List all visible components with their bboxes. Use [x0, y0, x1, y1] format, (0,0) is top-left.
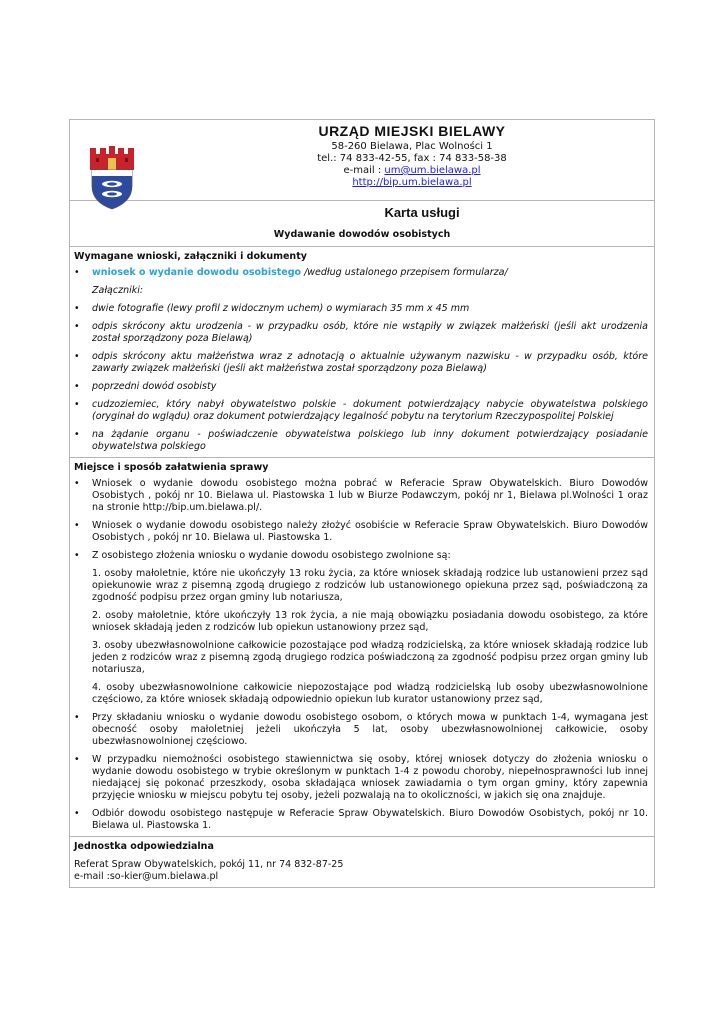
item-text: odpis skrócony aktu urodzenia - w przypadku osób, które nie wstąpiły w związek małżeński (jeśli akt urodzenia został sporządzony poza Bielawą)	[92, 321, 648, 344]
list-item	[74, 712, 648, 748]
section-title: Wymagane wnioski, załączniki i dokumenty	[74, 251, 307, 262]
item-text: na żądanie organu - poświadczenie obywatelstwa polskiego lub inny dokument potwierdzający posiadanie obywatelstwa polskiego	[92, 429, 648, 452]
email-label: e-mail :	[343, 165, 385, 176]
office-address: 58-260 Bielawa, Plac Wolności 1	[331, 141, 493, 152]
service-card-document	[69, 119, 655, 888]
list-item	[74, 381, 648, 393]
required-documents-section	[70, 247, 654, 458]
item-text: Z osobistego złożenia wniosku o wydanie dowodu osobistego zwolnione są:	[92, 550, 451, 561]
item-text: W przypadku niemożności osobistego stawiennictwa się osoby, której wniosek dotyczy do złożenia wniosku o wydanie dowodu osobistego w trybie określonym w punktach 1-4 z powodu choroby, niepełnosprawności lub innej niedającej się pokonać przeszkody, osoba składająca wniosek zawiadamia o tym organ gminy, który zapewnia przyjęcie wniosku w miejscu pobytu tej osoby, jeżeli pozwalają na to okoliczności, w jakich się ona znajduje.	[92, 754, 648, 801]
list-item	[74, 351, 648, 375]
card-title: Karta usługi	[384, 205, 460, 220]
list-item	[74, 321, 648, 345]
item-text: Wniosek o wydanie dowodu osobistego należy złożyć osobiście w Referacie Spraw Obywatelskich. Biuro Dowodów Osobistych , pokój nr 10. Bielawa ul. Piastowska 1.	[92, 520, 648, 543]
unit-email: e-mail :so-kier@um.bielawa.pl	[74, 871, 219, 882]
list-item	[74, 399, 648, 423]
list-item	[74, 267, 648, 279]
bullet: •	[74, 321, 80, 332]
office-email-line	[190, 165, 634, 177]
exempt-item-3: 3. osoby ubezwłasnowolnione całkowicie pozostające pod władzą rodzicielską, za które wniosek składają rodzice lub jeden z rodziców wraz z pisemną zgodą drugiego rodzica poświadczoną za zgodność podpisu przez organ gminy lub notariusza,	[92, 640, 648, 675]
card-subtitle: Wydawanie dowodów osobistych	[273, 229, 451, 240]
item-text: poprzedni dowód osobisty	[92, 381, 217, 392]
section-title: Jednostka odpowiedzialna	[74, 841, 214, 852]
exempt-item-4: 4. osoby ubezwłasnowolnione całkowicie niepozostające pod władzą rodzicielską lub osoby ubezwłasnowolnione częściowo, za które wniosek składają odpowiednio opiekun lub kurator ustanowiony przez sąd,	[92, 682, 648, 705]
list-item	[74, 754, 648, 802]
list-item	[74, 550, 648, 562]
list-item	[74, 808, 648, 832]
bullet: •	[74, 808, 80, 819]
item-text: Przy składaniu wniosku o wydanie dowodu osobistego osobom, o których mowa w punktach 1-4, wymagana jest obecność osoby małoletniej jeżeli ukończyła 5 lat, osoby ubezwłasnowolnionej całkowicie, osoby ubezwłasnowolnionej częściowo.	[92, 712, 648, 747]
section-title: Miejsce i sposób załatwienia sprawy	[74, 462, 269, 473]
list-item	[74, 478, 648, 514]
bullet: •	[74, 429, 80, 440]
bullet: •	[74, 267, 80, 278]
bullet: •	[74, 399, 80, 410]
office-website-line	[190, 177, 634, 189]
bullet: •	[74, 550, 80, 561]
bullet: •	[74, 303, 80, 314]
item-text: Wniosek o wydanie dowodu osobistego można pobrać w Referacie Spraw Obywatelskich. Biuro Dowodów Osobistych , pokój nr 10. Bielawa ul. Piastowska 1 lub w Biurze Podawczym, pokój nr 1, Bielawa pl.Wolności 1 oraz na stronie http://bip.um.bielawa.pl/.	[92, 478, 648, 513]
list-item	[74, 520, 648, 544]
office-name: URZĄD MIEJSKI BIELAWY	[318, 123, 506, 139]
website-link[interactable]: http://bip.um.bielawa.pl	[352, 177, 472, 188]
exempt-item-2: 2. osoby małoletnie, które ukończyły 13 rok życia, a nie mają obowiązku posiadania dowodu osobistego, za które wniosek składają jeden z rodziców lub opiekun ustanowiony przez sąd,	[92, 610, 648, 633]
bullet: •	[74, 351, 80, 362]
bullet: •	[74, 478, 80, 489]
card-heading	[70, 201, 654, 247]
bullet: •	[74, 754, 80, 765]
application-form-link[interactable]: wniosek o wydanie dowodu osobistego	[92, 267, 302, 278]
item-text: Odbiór dowodu osobistego następuje w Referacie Spraw Obywatelskich. Biuro Dowodów Osobistych, pokój nr 10. Bielawa ul. Piastowska 1.	[92, 808, 648, 831]
exempt-item-1: 1. osoby małoletnie, które nie ukończyły 13 roku życia, za które wniosek składają rodzice lub ustanowieni przez sąd opiekunowie wraz z pisemną zgodą drugiego z rodziców lub ustanowionego opiekuna przez sąd, poświadczoną za zgodność podpisu przez organ gminy lub notariusza,	[92, 568, 648, 603]
item-text: cudzoziemiec, który nabył obywatelstwo polskie - dokument potwierdzający nabycie obywatelstwa polskiego (oryginał do wglądu) oraz dokument potwierdzający legalność pobytu na terytorium Rzeczypospolitej Polskiej	[92, 399, 648, 422]
bullet: •	[74, 381, 80, 392]
unit-address: Referat Spraw Obywatelskich, pokój 11, nr 74 832-87-25	[74, 859, 344, 870]
bullet: •	[74, 520, 80, 531]
item-text: dwie fotografie (lewy profil z widocznym uchem) o wymiarach 35 mm x 45 mm	[92, 303, 470, 314]
list-item	[74, 429, 648, 453]
item-text: odpis skrócony aktu małżeństwa wraz z adnotacją o aktualnie używanym nazwisku - w przypadku osób, które zawarły związek małżeński (jeśli akt małżeństwa został sporządzony poza Bielawą)	[92, 351, 648, 374]
document-header	[70, 120, 654, 201]
office-phone: tel.: 74 833-42-55, fax : 74 833-58-38	[317, 153, 507, 164]
email-link[interactable]: um@um.bielawa.pl	[384, 165, 481, 176]
attachments-label: Załączniki:	[92, 285, 144, 296]
bullet: •	[74, 712, 80, 723]
list-item	[74, 303, 648, 315]
form-note: /według ustalonego przepisem formularza/	[301, 267, 508, 278]
procedure-section	[70, 458, 654, 837]
bielawa-coat-of-arms-icon	[88, 146, 136, 210]
responsible-unit-section	[70, 837, 654, 887]
